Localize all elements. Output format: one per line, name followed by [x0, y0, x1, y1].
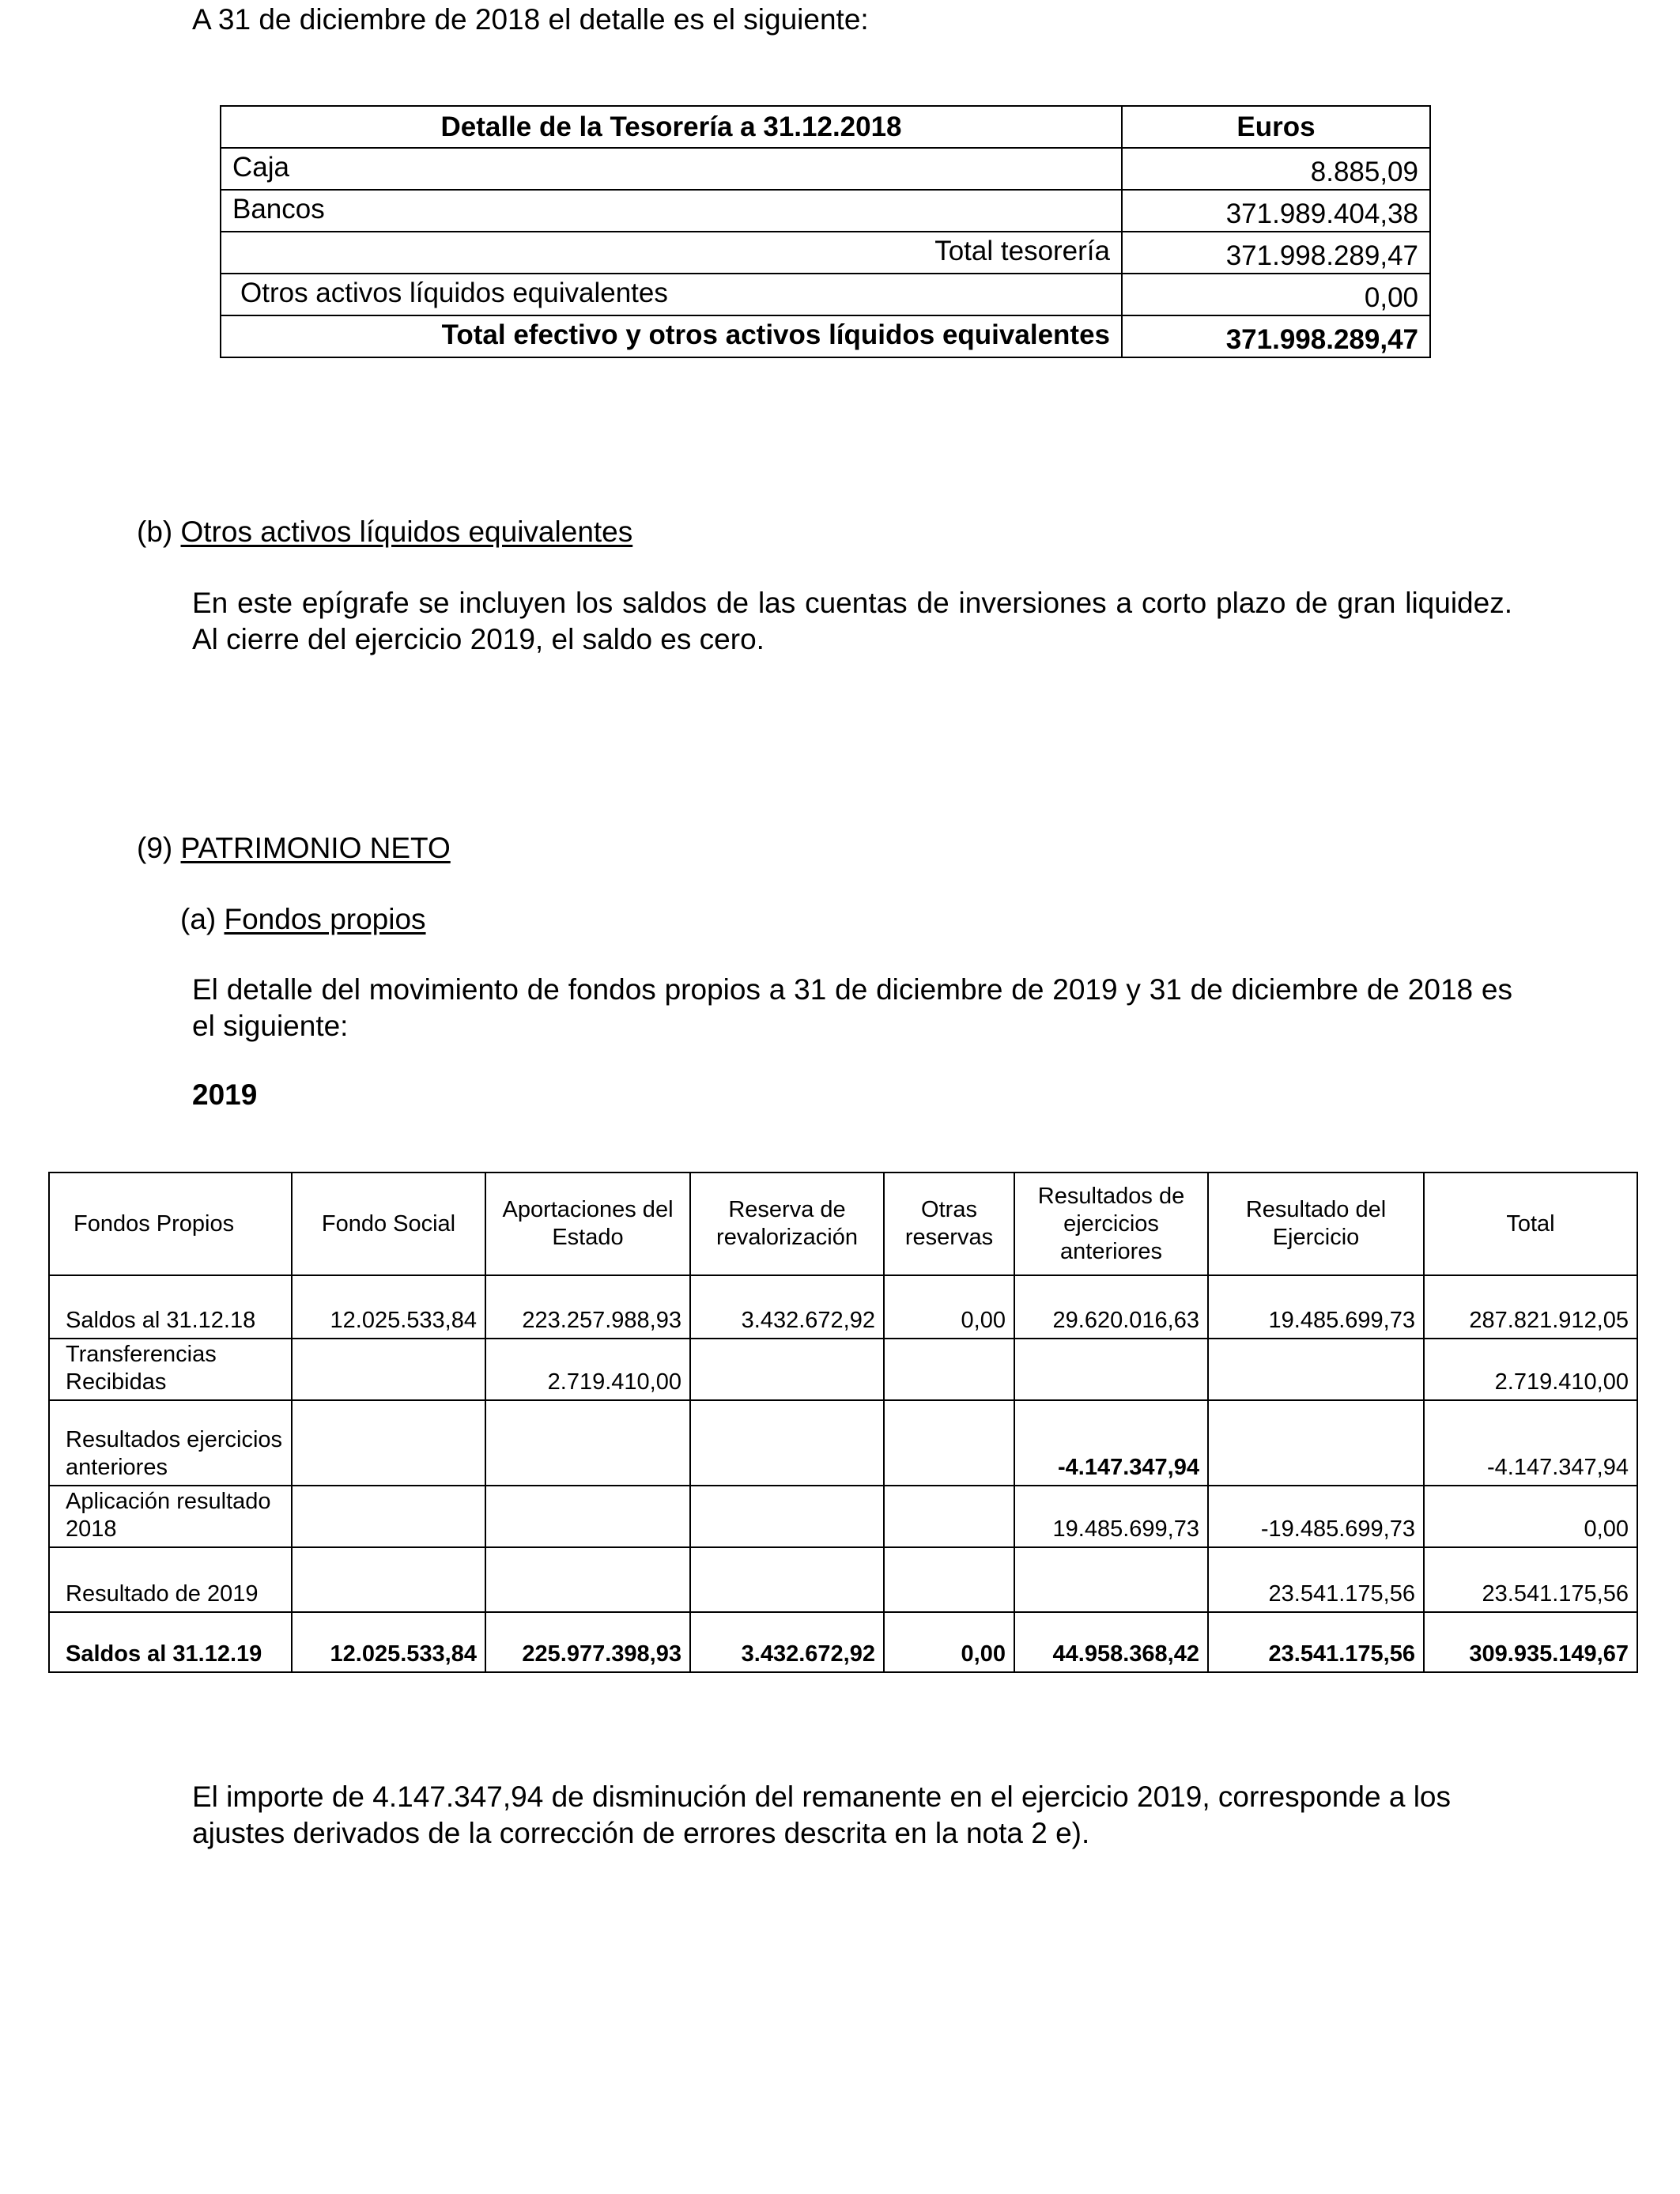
equity-header-cell: Fondo Social	[292, 1173, 485, 1275]
equity-cell: -4.147.347,94	[1424, 1400, 1637, 1486]
closing-paragraph: El importe de 4.147.347,94 de disminución del remanente en el ejercicio 2019, corresponde a los ajustes derivados de la corrección de errores descrita en la nota 2 e).	[192, 1781, 1451, 1849]
equity-cell	[1208, 1339, 1424, 1400]
equity-cell: 0,00	[884, 1612, 1014, 1672]
equity-cell	[884, 1486, 1014, 1547]
equity-cell	[884, 1400, 1014, 1486]
treasury-row-label: Otros activos líquidos equivalentes	[221, 274, 1122, 315]
equity-cell	[1014, 1547, 1208, 1612]
year-label: 2019	[192, 1078, 258, 1111]
table-row	[49, 1275, 1637, 1339]
treasury-header-row	[221, 106, 1430, 148]
equity-cell: 3.432.672,92	[690, 1275, 884, 1339]
equity-cell	[1208, 1400, 1424, 1486]
equity-cell: 223.257.988,93	[485, 1275, 690, 1339]
equity-row-label: Resultados ejercicios anteriores	[49, 1400, 292, 1486]
equity-cell: 0,00	[1424, 1486, 1637, 1547]
treasury-row-total-tesoreria	[221, 232, 1430, 274]
section-9-title: PATRIMONIO NETO	[180, 832, 451, 864]
treasury-row-value: 0,00	[1122, 274, 1430, 315]
equity-cell	[485, 1486, 690, 1547]
equity-row-label: Saldos al 31.12.18	[49, 1275, 292, 1339]
treasury-row-bancos	[221, 190, 1430, 232]
table-row	[49, 1486, 1637, 1547]
treasury-row-value: 8.885,09	[1122, 148, 1430, 190]
treasury-table	[220, 105, 1431, 358]
equity-header-row	[49, 1173, 1637, 1275]
section-b-prefix: (b)	[137, 515, 181, 548]
equity-cell: 23.541.175,56	[1208, 1547, 1424, 1612]
table-row	[49, 1547, 1637, 1612]
table-row-total	[49, 1612, 1637, 1672]
treasury-row-label: Caja	[221, 148, 1122, 190]
treasury-row-value: 371.989.404,38	[1122, 190, 1430, 232]
equity-cell	[690, 1486, 884, 1547]
section-a-body: El detalle del movimiento de fondos propios a 31 de diciembre de 2019 y 31 de diciembre de 2018 es el siguiente:	[192, 973, 1512, 1042]
equity-header-cell: Aportaciones del Estado	[485, 1173, 690, 1275]
section-b-body: En este epígrafe se incluyen los saldos de las cuentas de inversiones a corto plazo de gran liquidez. Al cierre del ejercicio 2019, el saldo es cero.	[192, 587, 1512, 655]
equity-cell: 19.485.699,73	[1208, 1275, 1424, 1339]
equity-cell	[1014, 1339, 1208, 1400]
equity-cell: -4.147.347,94	[1014, 1400, 1208, 1486]
equity-cell: 309.935.149,67	[1424, 1612, 1637, 1672]
equity-cell	[884, 1339, 1014, 1400]
equity-cell: 44.958.368,42	[1014, 1612, 1208, 1672]
treasury-row-value: 371.998.289,47	[1122, 315, 1430, 357]
equity-cell	[690, 1400, 884, 1486]
treasury-row-label: Total efectivo y otros activos líquidos equivalentes	[221, 315, 1122, 357]
equity-row-label: Aplicación resultado 2018	[49, 1486, 292, 1547]
equity-cell: 29.620.016,63	[1014, 1275, 1208, 1339]
equity-cell: 0,00	[884, 1275, 1014, 1339]
section-b-heading	[137, 514, 632, 550]
equity-header-cell: Reserva de revalorización	[690, 1173, 884, 1275]
equity-cell	[884, 1547, 1014, 1612]
equity-cell	[292, 1339, 485, 1400]
equity-row-label: Resultado de 2019	[49, 1547, 292, 1612]
equity-cell: 2.719.410,00	[1424, 1339, 1637, 1400]
table-row	[49, 1339, 1637, 1400]
treasury-row-otros	[221, 274, 1430, 315]
treasury-row-total-efectivo	[221, 315, 1430, 357]
equity-row-label: Saldos al 31.12.19	[49, 1612, 292, 1672]
equity-cell: 19.485.699,73	[1014, 1486, 1208, 1547]
equity-header-cell: Total	[1424, 1173, 1637, 1275]
equity-cell: 23.541.175,56	[1208, 1612, 1424, 1672]
treasury-row-label: Bancos	[221, 190, 1122, 232]
equity-row-label: Transferencias Recibidas	[49, 1339, 292, 1400]
equity-cell: 2.719.410,00	[485, 1339, 690, 1400]
equity-cell	[292, 1547, 485, 1612]
equity-header-cell: Resultados de ejercicios anteriores	[1014, 1173, 1208, 1275]
equity-cell	[485, 1400, 690, 1486]
treasury-row-value: 371.998.289,47	[1122, 232, 1430, 274]
section-a-title: Fondos propios	[224, 903, 426, 935]
equity-cell	[690, 1339, 884, 1400]
equity-cell	[292, 1400, 485, 1486]
equity-cell: -19.485.699,73	[1208, 1486, 1424, 1547]
section-a-prefix: (a)	[180, 903, 225, 935]
treasury-row-caja	[221, 148, 1430, 190]
equity-cell	[485, 1547, 690, 1612]
section-a-heading	[180, 901, 426, 938]
equity-cell	[690, 1547, 884, 1612]
treasury-header-concept: Detalle de la Tesorería a 31.12.2018	[221, 106, 1122, 148]
treasury-header-euros: Euros	[1122, 106, 1430, 148]
equity-cell: 3.432.672,92	[690, 1612, 884, 1672]
equity-cell: 23.541.175,56	[1424, 1547, 1637, 1612]
equity-cell: 287.821.912,05	[1424, 1275, 1637, 1339]
equity-header-cell: Fondos Propios	[49, 1173, 292, 1275]
intro-line: A 31 de diciembre de 2018 el detalle es el siguiente:	[192, 3, 869, 36]
section-9-heading	[137, 830, 451, 867]
treasury-row-label: Total tesorería	[221, 232, 1122, 274]
equity-cell: 12.025.533,84	[292, 1275, 485, 1339]
table-row	[49, 1400, 1637, 1486]
equity-table	[48, 1172, 1638, 1673]
equity-cell	[292, 1486, 485, 1547]
section-9-prefix: (9)	[137, 832, 181, 864]
equity-cell: 12.025.533,84	[292, 1612, 485, 1672]
section-b-title: Otros activos líquidos equivalentes	[180, 515, 633, 548]
equity-cell: 225.977.398,93	[485, 1612, 690, 1672]
equity-header-cell: Resultado del Ejercicio	[1208, 1173, 1424, 1275]
equity-header-cell: Otras reservas	[884, 1173, 1014, 1275]
